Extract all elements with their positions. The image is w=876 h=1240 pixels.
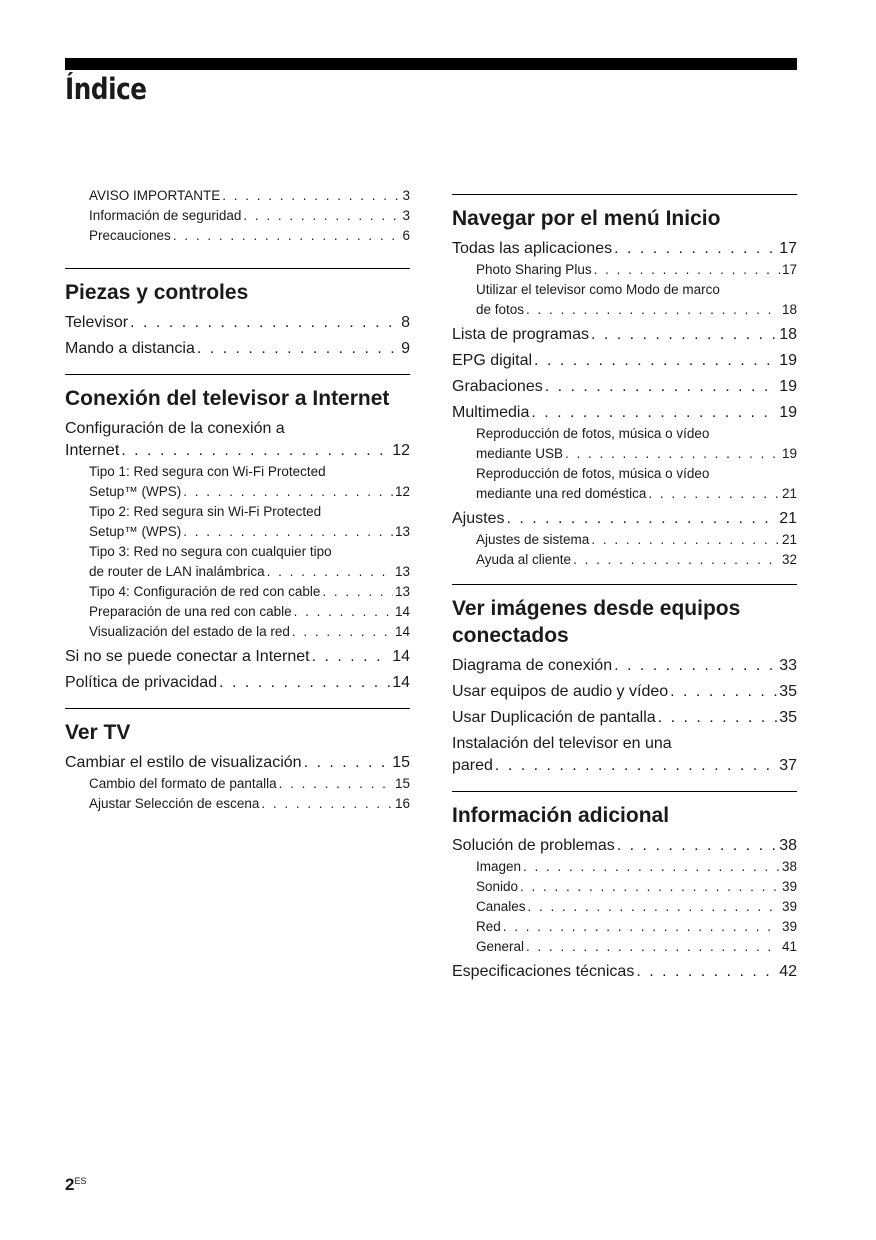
toc-entry-page: 21: [779, 510, 797, 527]
toc-entry-title: Sonido: [476, 879, 519, 894]
toc-entry-row: [452, 508, 797, 530]
toc-entry-title: Mando a distancia: [65, 340, 195, 357]
toc-entry-row: [476, 857, 797, 877]
toc-entry-row: [452, 350, 797, 372]
section-heading: Ver imágenes desde equipos conectados: [452, 597, 741, 647]
toc-entry-page: 41: [781, 939, 797, 954]
toc-entry[interactable]: [65, 338, 410, 360]
toc-entry-row: [476, 444, 797, 464]
toc-entry[interactable]: [452, 402, 797, 424]
toc-subentry[interactable]: [452, 917, 797, 937]
dot-leader: [322, 582, 393, 602]
toc-right-column: [452, 194, 797, 997]
toc-entry-page: 35: [779, 683, 797, 700]
dot-leader: [534, 350, 777, 372]
toc-entry-row: [65, 440, 410, 462]
toc-entry-page: 8: [401, 314, 410, 331]
toc-entry-row: [452, 324, 797, 346]
dot-leader: [495, 755, 777, 777]
toc-entry-page: 15: [392, 754, 410, 771]
dot-leader: [130, 312, 399, 334]
dot-leader: [528, 897, 780, 917]
dot-leader: [526, 937, 780, 957]
toc-entry-row: [476, 484, 797, 504]
toc-entry-row: [89, 206, 410, 226]
toc-entry[interactable]: [452, 655, 797, 677]
section-heading: Piezas y controles: [65, 281, 249, 304]
toc-entry[interactable]: [452, 707, 797, 729]
toc-entry-title: Especificaciones técnicas: [452, 963, 635, 980]
dot-leader: [648, 484, 780, 504]
toc-entry-row: [65, 672, 410, 694]
page-number: [65, 1175, 86, 1195]
toc-entry-row: [89, 602, 410, 622]
toc-entry-page: 13: [394, 524, 410, 539]
toc-entry-row: [89, 622, 410, 642]
toc-entry-title: Solución de problemas: [452, 837, 615, 854]
toc-entry-title: Usar Duplicación de pantalla: [452, 709, 656, 726]
intro-entry[interactable]: [65, 206, 410, 226]
toc-entry-page: 14: [392, 674, 410, 691]
toc-entry-title: Lista de programas: [452, 326, 589, 343]
toc-entry-row: [89, 482, 410, 502]
toc-entry-page: 21: [781, 532, 797, 547]
section-heading: Conexión del televisor a Internet: [65, 387, 390, 410]
toc-subentry[interactable]: [65, 622, 410, 642]
toc-entry[interactable]: [65, 312, 410, 334]
dot-leader: [614, 655, 777, 677]
toc-entry-title: Setup™ (WPS): [89, 524, 182, 539]
right-sections: [452, 194, 797, 983]
toc-subentry[interactable]: [452, 424, 797, 464]
toc-entry-row: [476, 530, 797, 550]
toc-entry-title: Canales: [476, 899, 526, 914]
toc-entry-row: [452, 402, 797, 424]
toc-entry[interactable]: [452, 835, 797, 857]
dot-leader: [658, 707, 778, 729]
toc-entry[interactable]: [452, 324, 797, 346]
dot-leader: [222, 186, 400, 206]
toc-entry-line: Utilizar el televisor como Modo de marco: [476, 282, 720, 297]
dot-leader: [219, 672, 390, 694]
toc-entry-page: 17: [781, 262, 797, 277]
dot-leader: [267, 562, 393, 582]
toc-entry-page: 18: [781, 302, 797, 317]
toc-entry-title: Televisor: [65, 314, 129, 331]
title-rule: [65, 58, 797, 70]
dot-leader: [183, 482, 393, 502]
toc-entry-page: 16: [394, 796, 410, 811]
toc-entry-line: Tipo 2: Red segura sin Wi-Fi Protected: [89, 504, 322, 519]
toc-section: [65, 374, 410, 694]
toc-subentry[interactable]: [452, 280, 797, 320]
toc-section: [65, 268, 410, 360]
toc-entry[interactable]: [65, 646, 410, 668]
toc-entry-row: [452, 238, 797, 260]
toc-entry-page: 35: [779, 709, 797, 726]
toc-entry-page: 39: [781, 899, 797, 914]
toc-entry-page: 15: [394, 776, 410, 791]
toc-entry-title: Información de seguridad: [89, 208, 242, 223]
dot-leader: [312, 646, 391, 668]
toc-entry[interactable]: [65, 752, 410, 774]
toc-subentry[interactable]: [452, 857, 797, 877]
toc-entry-page: 38: [781, 859, 797, 874]
toc-entry-row: [452, 755, 797, 777]
toc-entry-page: 14: [394, 604, 410, 619]
toc-entry-title: Multimedia: [452, 404, 530, 421]
toc-entry-title: mediante una red doméstica: [476, 486, 647, 501]
toc-subentry[interactable]: [65, 462, 410, 502]
toc-entry-page: 13: [394, 564, 410, 579]
dot-leader: [279, 774, 393, 794]
toc-entry[interactable]: [452, 733, 797, 777]
toc-entry-title: Setup™ (WPS): [89, 484, 182, 499]
toc-entry-page: 32: [781, 552, 797, 567]
toc-entry-title: Grabaciones: [452, 378, 543, 395]
toc-entry-row: [452, 681, 797, 703]
section-heading: Ver TV: [65, 721, 131, 744]
toc-entry-title: AVISO IMPORTANTE: [89, 188, 221, 203]
dot-leader: [565, 444, 780, 464]
intro-entry[interactable]: [65, 186, 410, 206]
toc-entry-title: General: [476, 939, 525, 954]
toc-entry-page: 42: [779, 963, 797, 980]
toc-entry-line: Reproducción de fotos, música o vídeo: [476, 426, 710, 441]
toc-entry-row: [89, 774, 410, 794]
dot-leader: [520, 877, 780, 897]
toc-entry[interactable]: [452, 961, 797, 983]
toc-entry-row: [476, 897, 797, 917]
toc-entry-page: 3: [402, 188, 410, 203]
toc-entry-row: [452, 961, 797, 983]
toc-entry-title: mediante USB: [476, 446, 564, 461]
toc-section: [452, 194, 797, 570]
left-sections: [65, 268, 410, 814]
intro-list: [65, 186, 410, 246]
toc-entry-row: [452, 376, 797, 398]
toc-entry-row: [476, 550, 797, 570]
toc-subentry[interactable]: [65, 794, 410, 814]
toc-entry-page: 12: [392, 442, 410, 459]
dot-leader: [304, 752, 391, 774]
toc-subentry[interactable]: [65, 602, 410, 622]
toc-entry-page: 39: [781, 879, 797, 894]
toc-section: [65, 708, 410, 814]
toc-entry-row: [476, 917, 797, 937]
toc-entry-row: [89, 562, 410, 582]
toc-entry[interactable]: [452, 376, 797, 398]
toc-entry[interactable]: [65, 672, 410, 694]
dot-leader: [526, 300, 780, 320]
toc-entry-title: pared: [452, 757, 493, 774]
section-heading: Navegar por el menú Inicio: [452, 207, 721, 230]
toc-entry-row: [89, 226, 410, 246]
dot-leader: [531, 402, 777, 424]
toc-subentry[interactable]: [452, 530, 797, 550]
toc-entry[interactable]: [452, 681, 797, 703]
toc-entry-title: Preparación de una red con cable: [89, 604, 292, 619]
toc-entry-title: Red: [476, 919, 501, 934]
toc-entry-page: 17: [779, 240, 797, 257]
dot-leader: [573, 550, 780, 570]
page-number-value: 2: [65, 1175, 75, 1194]
dot-leader: [617, 835, 777, 857]
toc-entry-row: [476, 937, 797, 957]
toc-entry-row: [65, 338, 410, 360]
toc-entry[interactable]: [452, 238, 797, 260]
toc-entry-line: Configuración de la conexión a: [65, 420, 285, 437]
dot-leader: [294, 602, 393, 622]
toc-left-column: [65, 186, 410, 828]
toc-entry-page: 33: [779, 657, 797, 674]
toc-entry-title: Política de privacidad: [65, 674, 218, 691]
dot-leader: [591, 324, 777, 346]
toc-entry-title: Photo Sharing Plus: [476, 262, 592, 277]
toc-subentry[interactable]: [452, 260, 797, 280]
toc-subentry[interactable]: [452, 464, 797, 504]
toc-entry-page: 6: [402, 228, 410, 243]
toc-entry-title: Ajustes: [452, 510, 505, 527]
toc-subentry[interactable]: [452, 550, 797, 570]
toc-subentry[interactable]: [452, 937, 797, 957]
dot-leader: [503, 917, 780, 937]
dot-leader: [243, 206, 400, 226]
toc-entry-page: 37: [779, 757, 797, 774]
toc-entry-page: 13: [394, 584, 410, 599]
toc-subentry[interactable]: [452, 897, 797, 917]
toc-entry-row: [452, 707, 797, 729]
dot-leader: [594, 260, 780, 280]
toc-entry-page: 38: [779, 837, 797, 854]
toc-entry-row: [89, 186, 410, 206]
language-code: ES: [74, 1176, 87, 1186]
toc-entry-title: Todas las aplicaciones: [452, 240, 613, 257]
toc-entry-page: 14: [392, 648, 410, 665]
toc-entry-title: Visualización del estado de la red: [89, 624, 290, 639]
dot-leader: [183, 522, 393, 542]
toc-entry-title: Si no se puede conectar a Internet: [65, 648, 310, 665]
toc-entry-title: de router de LAN inalámbrica: [89, 564, 265, 579]
toc-entry-row: [89, 522, 410, 542]
toc-entry-row: [65, 646, 410, 668]
toc-entry-row: [452, 655, 797, 677]
toc-entry-title: EPG digital: [452, 352, 533, 369]
dot-leader: [636, 961, 777, 983]
toc-entry-row: [89, 582, 410, 602]
toc-entry-page: 3: [402, 208, 410, 223]
toc-section: [452, 584, 797, 777]
toc-subentry[interactable]: [65, 582, 410, 602]
toc-entry-row: [65, 312, 410, 334]
toc-entry-title: Internet: [65, 442, 120, 459]
toc-entry-row: [476, 300, 797, 320]
dot-leader: [121, 440, 390, 462]
toc-entry-title: Ayuda al cliente: [476, 552, 572, 567]
toc-subentry[interactable]: [65, 774, 410, 794]
section-heading: Información adicional: [452, 804, 670, 827]
dot-leader: [197, 338, 399, 360]
toc-entry-title: Precauciones: [89, 228, 171, 243]
dot-leader: [670, 681, 777, 703]
toc-entry-row: [476, 260, 797, 280]
toc-entry-line: Tipo 3: Red no segura con cualquier tipo: [89, 544, 332, 559]
dot-leader: [173, 226, 401, 246]
toc-entry-title: Cambiar el estilo de visualización: [65, 754, 302, 771]
intro-entry[interactable]: [65, 226, 410, 246]
toc-entry-page: 21: [781, 486, 797, 501]
toc-entry[interactable]: [452, 508, 797, 530]
toc-entry-page: 14: [394, 624, 410, 639]
toc-entry-title: Ajustar Selección de escena: [89, 796, 260, 811]
toc-entry-page: 18: [779, 326, 797, 343]
toc-entry-title: Cambio del formato de pantalla: [89, 776, 277, 791]
toc-entry-row: [452, 835, 797, 857]
dot-leader: [591, 530, 780, 550]
toc-entry-title: Diagrama de conexión: [452, 657, 613, 674]
toc-entry-page: 12: [394, 484, 410, 499]
toc-entry-title: Imagen: [476, 859, 522, 874]
toc-entry-row: [65, 752, 410, 774]
toc-entry-title: Tipo 4: Configuración de red con cable: [89, 584, 321, 599]
dot-leader: [506, 508, 777, 530]
toc-entry-row: [476, 877, 797, 897]
dot-leader: [523, 857, 780, 877]
toc-entry-line: Reproducción de fotos, música o vídeo: [476, 466, 710, 481]
toc-entry-title: Ajustes de sistema: [476, 532, 590, 547]
page-title: Índice: [65, 72, 147, 106]
toc-section: [452, 791, 797, 983]
toc-entry-page: 19: [779, 378, 797, 395]
dot-leader: [292, 622, 393, 642]
toc-entry-row: [89, 794, 410, 814]
toc-entry-line: Tipo 1: Red segura con Wi-Fi Protected: [89, 464, 326, 479]
toc-subentry[interactable]: [452, 877, 797, 897]
toc-entry[interactable]: [452, 350, 797, 372]
toc-subentry[interactable]: [65, 502, 410, 542]
toc-entry-page: 39: [781, 919, 797, 934]
toc-entry-line: Instalación del televisor en una: [452, 735, 672, 752]
toc-entry-page: 9: [401, 340, 410, 357]
dot-leader: [261, 794, 393, 814]
dot-leader: [545, 376, 777, 398]
toc-entry-page: 19: [779, 404, 797, 421]
dot-leader: [614, 238, 777, 260]
toc-entry-title: Usar equipos de audio y vídeo: [452, 683, 669, 700]
toc-entry-page: 19: [779, 352, 797, 369]
toc-entry[interactable]: [65, 418, 410, 462]
toc-entry-title: de fotos: [476, 302, 525, 317]
toc-subentry[interactable]: [65, 542, 410, 582]
toc-entry-page: 19: [781, 446, 797, 461]
